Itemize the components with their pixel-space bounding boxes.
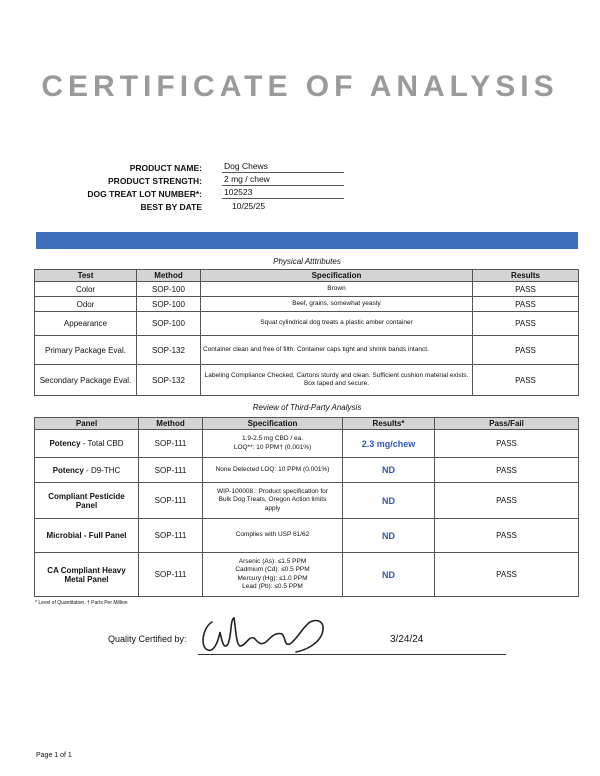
table-header-row xyxy=(35,418,579,430)
panel-sub: - Total CBD xyxy=(80,439,124,448)
method-cell: SOP-132 xyxy=(137,365,201,396)
table-row xyxy=(35,365,579,396)
panel-cell xyxy=(35,458,139,483)
spec-cell: Labeling Compliance Checked, Cartons sturdy and clean. Sufficient cushion material exists. Box taped and secure. xyxy=(201,365,473,396)
method-cell: SOP-132 xyxy=(137,336,201,365)
pass-cell: PASS xyxy=(435,430,579,458)
column-header: Method xyxy=(139,418,203,430)
pass-cell: PASS xyxy=(435,519,579,553)
spec-cell xyxy=(203,519,343,553)
test-cell: Color xyxy=(35,282,137,297)
spec-cell xyxy=(203,483,343,519)
result-cell: PASS xyxy=(473,297,579,312)
method-cell: SOP-111 xyxy=(139,553,203,597)
column-header: Test xyxy=(35,270,137,282)
spec-cell xyxy=(203,553,343,597)
product-strength-label: PRODUCT STRENGTH: xyxy=(108,176,202,186)
info-row-lot-number xyxy=(40,186,560,199)
spec-line: Bulk Dog Treats, Oregon Action limits xyxy=(218,496,327,504)
result-cell: PASS xyxy=(473,365,579,396)
panel-cell: CA Compliant Heavy Metal Panel xyxy=(35,553,139,597)
spec-line: Complies with USP 61/62 xyxy=(235,531,310,539)
panel-name: Potency xyxy=(52,465,84,475)
method-cell: SOP-100 xyxy=(137,312,201,336)
panel-cell xyxy=(35,430,139,458)
info-row-best-by xyxy=(40,199,560,212)
product-strength-value: 2 mg / chew xyxy=(222,174,344,186)
lot-number-value: 102523 xyxy=(222,187,344,199)
table-row xyxy=(35,430,579,458)
quality-certified-label: Quality Certified by: xyxy=(108,634,187,644)
lot-number-label: DOG TREAT LOT NUMBER*: xyxy=(87,189,202,199)
result-cell: PASS xyxy=(473,312,579,336)
footnote: * Level of Quantitation, † Parts Per Million xyxy=(35,600,128,606)
spec-line: 1.9-2.5 mg CBD / ea. xyxy=(241,435,304,442)
panel-sub: - D9-THC xyxy=(83,465,121,475)
spec-line: Cadmium (Cd): ≤0.5 PPM xyxy=(235,566,310,573)
result-value: ND xyxy=(382,495,395,506)
header-color-bar xyxy=(36,232,578,249)
page-number: Page 1 of 1 xyxy=(36,752,72,759)
table-row xyxy=(35,519,579,553)
spec-cell: Beef, grains, somewhat yeasty xyxy=(201,297,473,312)
spec-line: Arsenic (As): ≤1.5 PPM xyxy=(238,557,307,565)
spec-line: LOQ**: 10 PPM† (0.001%) xyxy=(233,443,312,451)
pass-cell: PASS xyxy=(435,483,579,519)
product-name-value: Dog Chews xyxy=(222,161,344,173)
third-party-caption: Review of Third-Party Analysis xyxy=(252,403,362,412)
test-cell: Appearance xyxy=(35,312,137,336)
result-value: 2.3 mg/chew xyxy=(361,438,416,449)
table-row xyxy=(35,336,579,365)
table-header-row xyxy=(35,270,579,282)
best-by-label: BEST BY DATE xyxy=(140,202,202,212)
panel-name: Potency xyxy=(49,439,81,448)
column-header: Method xyxy=(137,270,201,282)
result-cell: PASS xyxy=(473,336,579,365)
product-info xyxy=(40,160,560,212)
table-row xyxy=(35,282,579,297)
column-header: Specification xyxy=(203,418,343,430)
panel-cell: Microbial - Full Panel xyxy=(35,519,139,553)
result-cell xyxy=(343,519,435,553)
spec-line: Lead (Pb): ≤0.5 PPM xyxy=(242,583,303,590)
spec-line: None Detected LOQ: 10 PPM (0.001%) xyxy=(215,465,330,473)
spec-cell: Squat cylindrical dog treats a plastic amber container xyxy=(201,312,473,336)
best-by-value: 10/25/25 xyxy=(232,201,266,211)
test-cell: Odor xyxy=(35,297,137,312)
method-cell: SOP-111 xyxy=(139,430,203,458)
spec-line: WIP-100008 : Product specification for xyxy=(217,487,328,495)
table-row xyxy=(35,458,579,483)
pass-cell: PASS xyxy=(435,458,579,483)
table-row xyxy=(35,553,579,597)
method-cell: SOP-111 xyxy=(139,458,203,483)
pass-cell: PASS xyxy=(435,553,579,597)
test-cell: Secondary Package Eval. xyxy=(35,365,137,396)
column-header: Panel xyxy=(35,418,139,430)
physical-caption: Physical Atttributes xyxy=(273,257,341,266)
panel-cell: Compliant Pesticide Panel xyxy=(35,483,139,519)
info-row-product-strength xyxy=(40,173,560,186)
spec-cell xyxy=(203,430,343,458)
product-name-label: PRODUCT NAME: xyxy=(129,163,202,173)
third-party-table xyxy=(34,417,579,597)
info-row-product-name xyxy=(40,160,560,173)
method-cell: SOP-111 xyxy=(139,519,203,553)
result-value: ND xyxy=(382,530,395,541)
spec-cell: Container clean and free of filth. Container caps tight and shrink bands intanct. xyxy=(201,336,473,365)
result-cell: PASS xyxy=(473,282,579,297)
method-cell: SOP-100 xyxy=(137,282,201,297)
certification-date: 3/24/24 xyxy=(390,634,424,645)
result-cell xyxy=(343,553,435,597)
spec-cell xyxy=(203,458,343,483)
test-cell: Primary Package Eval. xyxy=(35,336,137,365)
result-value: ND xyxy=(382,569,395,580)
table-row xyxy=(35,297,579,312)
spec-line: Mercury (Hg): ≤1.0 PPM xyxy=(237,574,308,582)
column-header: Results xyxy=(473,270,579,282)
document-title: CERTIFICATE OF ANALYSIS xyxy=(41,70,559,103)
spec-cell: Brown xyxy=(201,282,473,297)
physical-attributes-table xyxy=(34,269,579,396)
method-cell: SOP-111 xyxy=(139,483,203,519)
result-cell xyxy=(343,430,435,458)
signature-image xyxy=(198,608,338,658)
result-value: ND xyxy=(382,465,395,475)
column-header: Results* xyxy=(343,418,435,430)
signature-line xyxy=(198,654,506,655)
spec-line: apply xyxy=(264,504,281,512)
table-row xyxy=(35,483,579,519)
method-cell: SOP-100 xyxy=(137,297,201,312)
table-row xyxy=(35,312,579,336)
result-cell xyxy=(343,458,435,483)
result-cell xyxy=(343,483,435,519)
column-header: Pass/Fail xyxy=(435,418,579,430)
column-header: Specification xyxy=(201,270,473,282)
